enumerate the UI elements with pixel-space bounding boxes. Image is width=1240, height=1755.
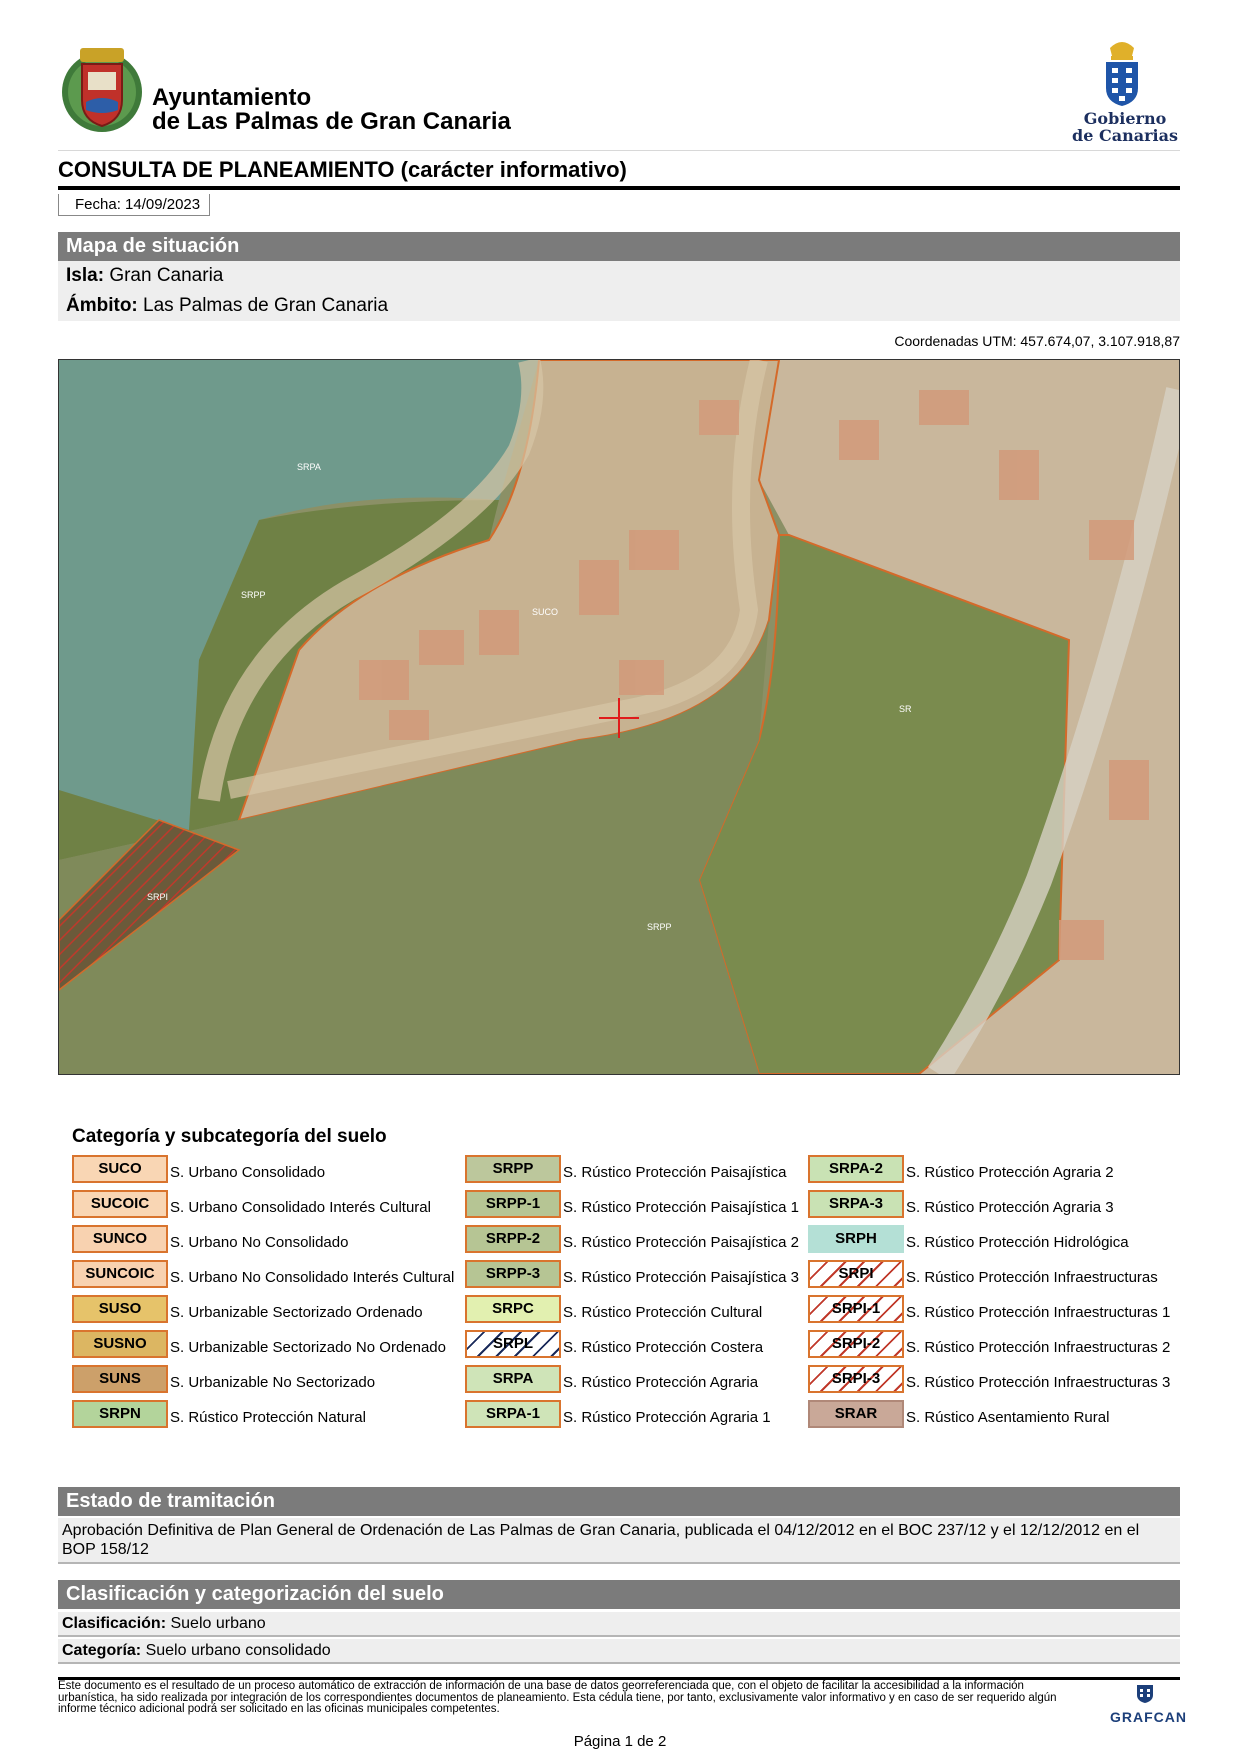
scope-label: Ámbito: [66, 295, 138, 316]
legend-swatch [465, 1225, 561, 1253]
legend-code: SUNCO [92, 1230, 148, 1247]
legend-label: S. Rústico Protección Natural [170, 1409, 366, 1426]
map-label-srpp-left: SRPP [241, 590, 266, 600]
legend-item [808, 1190, 1188, 1220]
legend-item [72, 1365, 452, 1395]
legend-swatch [72, 1260, 168, 1288]
map-label-srpa: SRPA [297, 462, 321, 472]
legend-label: S. Rústico Protección Paisajística [563, 1164, 787, 1181]
legend-label: S. Rústico Protección Paisajística 2 [563, 1234, 799, 1251]
legend-label: S. Rústico Protección Cultural [563, 1304, 763, 1321]
legend-code: SRPP-1 [485, 1195, 541, 1212]
legend-code: SRPA-3 [829, 1195, 883, 1212]
organization-name-line2: de Las Palmas de Gran Canaria [152, 108, 511, 135]
legend-code: SUSNO [93, 1335, 147, 1352]
legend-code: SRPI-2 [831, 1335, 881, 1352]
legend-code: SRPI-1 [831, 1300, 881, 1317]
legend-code: SUNS [99, 1370, 141, 1387]
document-title-sub: (carácter informativo) [400, 157, 627, 182]
legend-label: S. Rústico Protección Agraria 3 [906, 1199, 1114, 1216]
soil-category-legend [72, 1155, 1180, 1435]
legend-code: SRPP-3 [485, 1265, 541, 1282]
legend-swatch [808, 1330, 904, 1358]
legend-label: S. Urbano No Consolidado [170, 1234, 349, 1251]
legend-code: SRPP-2 [485, 1230, 541, 1247]
legend-swatch [808, 1190, 904, 1218]
legend-swatch [808, 1365, 904, 1393]
document-title [58, 157, 627, 183]
legend-label: S. Urbanizable Sectorizado Ordenado [170, 1304, 423, 1321]
legend-code: SUCOIC [90, 1195, 150, 1212]
legend-item [72, 1225, 452, 1255]
legend-swatch [465, 1260, 561, 1288]
island-value: Gran Canaria [109, 265, 224, 286]
scope-value: Las Palmas de Gran Canaria [143, 295, 389, 316]
category-value: Suelo urbano consolidado [145, 1642, 331, 1659]
legend-swatch [808, 1295, 904, 1323]
grafcan-logo [1110, 1684, 1187, 1725]
scope-row [58, 291, 1180, 321]
city-coat-of-arms-icon [58, 40, 146, 136]
legend-item [808, 1225, 1188, 1255]
legend-item [465, 1295, 845, 1325]
legend-code: SUSO [98, 1300, 142, 1317]
legend-item [465, 1330, 845, 1360]
legend-item [808, 1155, 1188, 1185]
legend-item [808, 1365, 1188, 1395]
map-label-suco: SUCO [532, 607, 559, 617]
island-label: Isla: [66, 265, 105, 286]
island-row [58, 261, 1180, 291]
legend-label: S. Rústico Protección Infraestructuras [906, 1269, 1158, 1286]
legend-item [72, 1295, 452, 1325]
government-name-line2: de Canarias [1072, 126, 1178, 145]
legend-code: SUNCOIC [85, 1265, 155, 1282]
legend-swatch [808, 1400, 904, 1428]
category-label: Categoría: [62, 1642, 142, 1659]
legend-item [465, 1225, 845, 1255]
page-number: Página 1 de 2 [573, 1733, 667, 1750]
legend-swatch [465, 1155, 561, 1183]
map-label-sr: SR [899, 704, 912, 714]
legend-swatch [465, 1400, 561, 1428]
classification-value: Suelo urbano [170, 1615, 266, 1632]
title-divider [58, 186, 1180, 190]
situation-map[interactable] [58, 359, 1180, 1075]
classification-label: Clasificación: [62, 1615, 167, 1632]
section-heading-situacion: Mapa de situación [58, 232, 1180, 261]
legend-label: S. Rústico Asentamiento Rural [906, 1409, 1110, 1426]
legend-label: S. Urbano Consolidado [170, 1164, 326, 1181]
legend-item [72, 1190, 452, 1220]
date-box [58, 194, 210, 216]
legend-item [465, 1365, 845, 1395]
legend-item [808, 1330, 1188, 1360]
legend-label: S. Rústico Protección Infraestructuras 2 [906, 1339, 1171, 1356]
legend-item [808, 1295, 1188, 1325]
legend-swatch [72, 1295, 168, 1323]
section-heading-clasificacion: Clasificación y categorización del suelo [58, 1580, 1180, 1609]
processing-status-text: Aprobación Definitiva de Plan General de Ordenación de Las Palmas de Gran Canaria, publicada el 04/12/2012 en el BOC 237/12 y el 12/12/2012 en el BOP 158/12 [58, 1518, 1180, 1564]
grafcan-wordmark: GRAFCAN [1110, 1709, 1187, 1725]
legend-label: S. Rústico Protección Infraestructuras 1 [906, 1304, 1171, 1321]
legend-label: S. Rústico Protección Hidrológica [906, 1234, 1129, 1251]
document-title-main: CONSULTA DE PLANEAMIENTO [58, 157, 395, 182]
legend-item [465, 1155, 845, 1185]
legend-code: SRPI-3 [831, 1370, 881, 1387]
legend-label: S. Rústico Protección Agraria 1 [563, 1409, 771, 1426]
legend-swatch [465, 1365, 561, 1393]
legend-swatch [72, 1155, 168, 1183]
legend-code: SRPA-1 [486, 1405, 540, 1422]
legend-swatch [808, 1260, 904, 1288]
legend-item [808, 1260, 1188, 1290]
government-name [1070, 110, 1180, 144]
legend-code: SRPC [492, 1300, 534, 1317]
map-label-srpp-bottom: SRPP [647, 922, 672, 932]
legend-title: Categoría y subcategoría del suelo [72, 1126, 387, 1147]
legend-label: S. Rústico Protección Agraria 2 [906, 1164, 1114, 1181]
legend-code: SRPI [838, 1265, 874, 1282]
legend-item [72, 1155, 452, 1185]
disclaimer-text: Este documento es el resultado de un proceso automático de extracción de información de una base de datos georreferenciada que, con el objeto de facilitar la accesibilidad a la información urbanística, ha sido realizada por integración de los correspondientes documentos de planeamiento. Esta cédula tiene, por tanto, exclusivamente valor informativo y en caso de ser requerido algún informe técnico adicional podrá ser solicitado en las oficinas municipales competentes. [58, 1680, 1057, 1715]
legend-label: S. Urbanizable No Sectorizado [170, 1374, 376, 1391]
legend-label: S. Rústico Protección Paisajística 1 [563, 1199, 799, 1216]
legend-code: SRAR [834, 1405, 878, 1422]
legend-item [72, 1400, 452, 1430]
legend-item [465, 1190, 845, 1220]
legend-swatch [72, 1330, 168, 1358]
legend-label: S. Rústico Protección Costera [563, 1339, 764, 1356]
organization-name [152, 86, 511, 134]
legend-code: SRPL [492, 1335, 533, 1352]
legend-swatch [72, 1400, 168, 1428]
legend-swatch [808, 1155, 904, 1183]
legend-code: SRPN [99, 1405, 141, 1422]
legend-label: S. Urbano Consolidado Interés Cultural [170, 1199, 431, 1216]
date-value: 14/09/2023 [125, 196, 201, 213]
legend-swatch [72, 1225, 168, 1253]
grafcan-shield-icon [1136, 1684, 1154, 1704]
legend-code: SRPP [492, 1160, 534, 1177]
legend-swatch [72, 1365, 168, 1393]
organization-name-line1: Ayuntamiento [152, 84, 312, 111]
page-header [58, 40, 1180, 148]
legend-label: S. Rústico Protección Agraria [563, 1374, 759, 1391]
map-canvas [59, 360, 1179, 1074]
header-divider [58, 150, 1180, 151]
classification-row [58, 1612, 1180, 1637]
legend-item [72, 1260, 455, 1290]
legend-code: SRPA [492, 1370, 534, 1387]
legend-label: S. Urbano No Consolidado Interés Cultural [170, 1269, 455, 1286]
legend-item [465, 1260, 845, 1290]
government-name-line1: Gobierno [1083, 109, 1167, 128]
legend-code: SRPH [835, 1230, 877, 1247]
legend-code: SRPA-2 [829, 1160, 883, 1177]
gobierno-canarias-shield-icon [1102, 38, 1142, 108]
legend-item [465, 1400, 845, 1430]
legend-swatch [465, 1330, 561, 1358]
legend-item [72, 1330, 452, 1360]
legend-swatch [465, 1190, 561, 1218]
map-label-srpi: SRPI [147, 892, 169, 902]
location-info [58, 261, 1180, 321]
legend-swatch [72, 1190, 168, 1218]
legend-item [808, 1400, 1188, 1430]
date-label: Fecha: [75, 196, 121, 213]
section-heading-estado: Estado de tramitación [58, 1487, 1180, 1516]
utm-coordinates: Coordenadas UTM: 457.674,07, 3.107.918,87 [894, 333, 1180, 349]
legend-label: S. Rústico Protección Infraestructuras 3 [906, 1374, 1171, 1391]
legend-code: SUCO [98, 1160, 142, 1177]
legend-label: S. Rústico Protección Paisajística 3 [563, 1269, 799, 1286]
legend-swatch [808, 1225, 904, 1253]
legend-label: S. Urbanizable Sectorizado No Ordenado [170, 1339, 446, 1356]
legend-swatch [465, 1295, 561, 1323]
category-row [58, 1639, 1180, 1664]
